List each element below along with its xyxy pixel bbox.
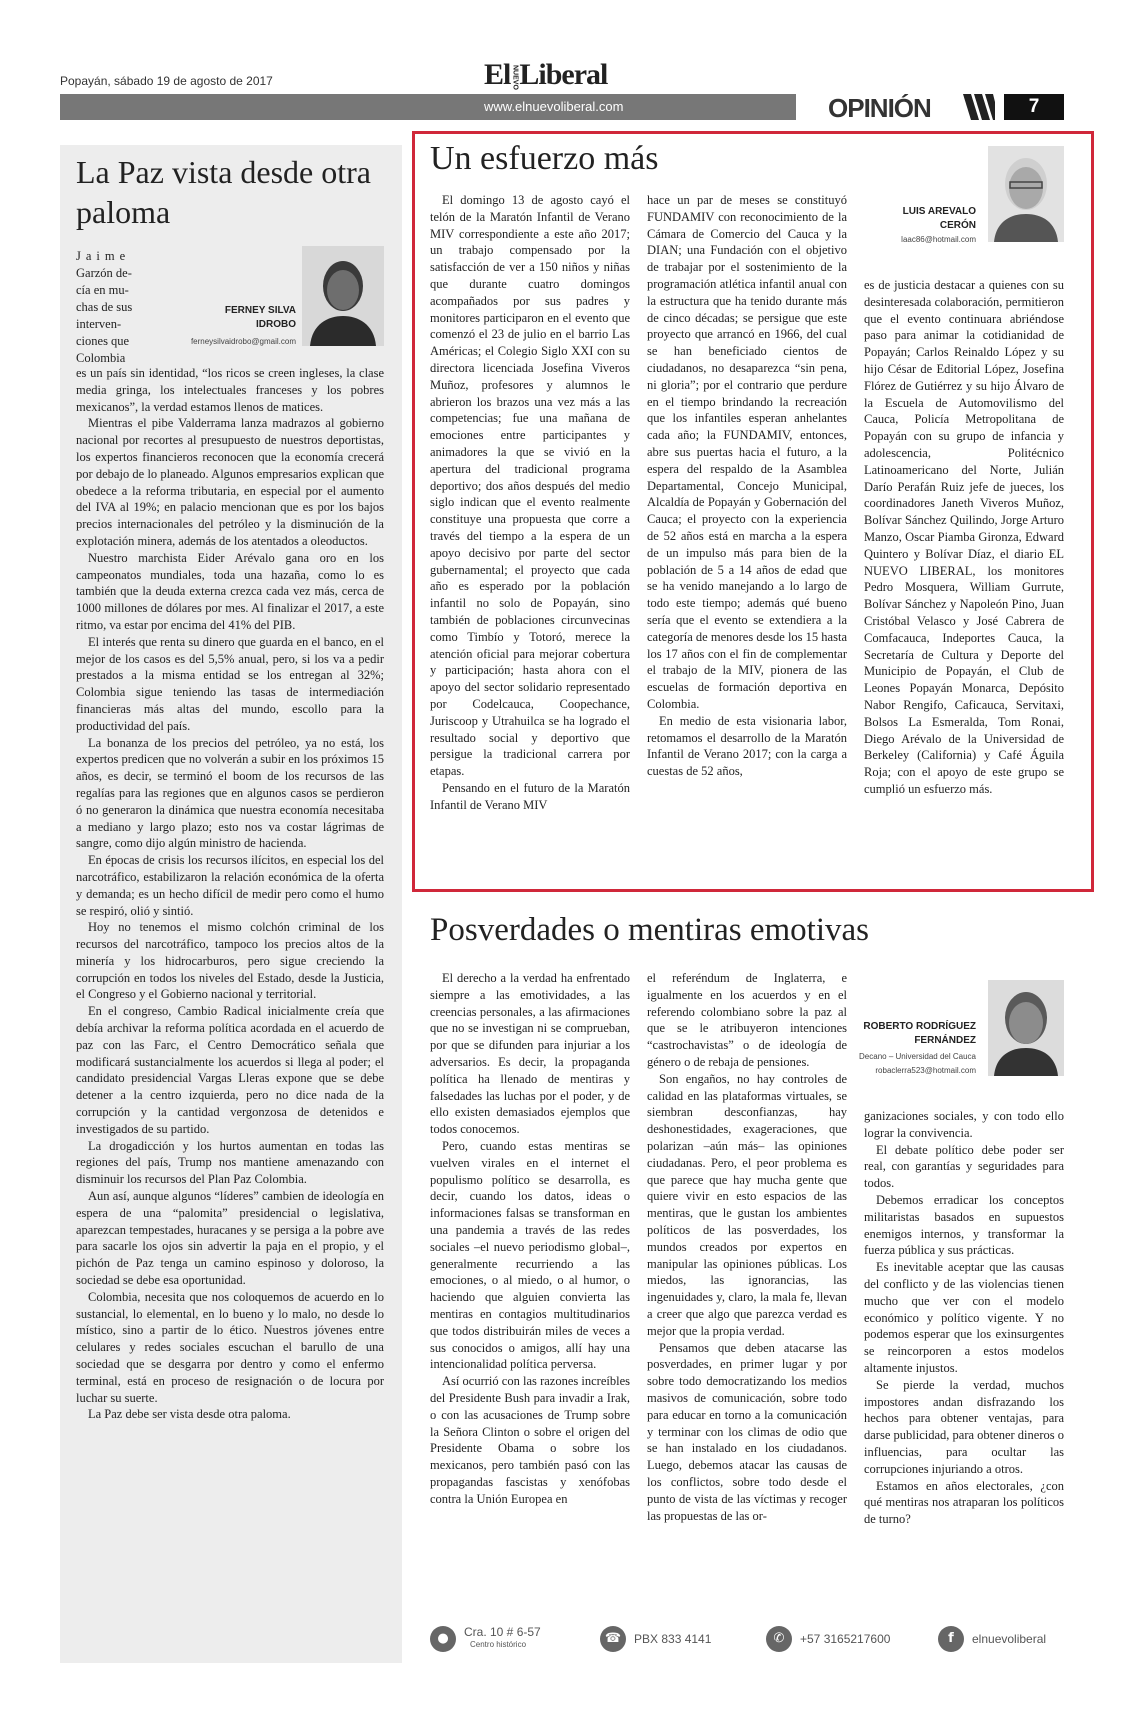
footer-phone[interactable]: PBX 833 4141 (634, 1632, 712, 1646)
paragraph: Estamos en años electorales, ¿con qué mentiras nos atraparan los políticos de turno? (864, 1478, 1064, 1527)
second-article-affiliation (836, 1050, 976, 1078)
paragraph: Hoy no tenemos el mismo colchón criminal de los recursos del narcotráfico, tampoco los precios altos de la minería y los hidrocarburos, pero sigue creciendo la corrupción en todos los niveles del Estado, desde la Justicia, el Congreso y el Gobierno nacional y territorial. (76, 920, 384, 1002)
box-article-column-3 (864, 277, 1064, 798)
footer-facebook[interactable]: elnuevoliberal (972, 1632, 1047, 1646)
paragraph: Es inevitable aceptar que las causas del conflicto y de las violencias tienen mucho que ver con el modelo económico y político vigente. Y no podemos esperar que los exinsurgentes se reincorporen a estos modelos altamente injustos. (864, 1260, 1064, 1375)
paragraph: La Paz debe ser vista desde otra paloma. (88, 1407, 291, 1422)
paragraph: En épocas de crisis los recursos ilícitos, en especial los del narcotráfico, estabilizaron la relación económica de la oferta y demanda; es un hecho difícil de medir pero como el humo se respiró, olió y sintió. (76, 853, 384, 918)
paragraph: La drogadicción y los hurtos aumentan en todas las regiones del país, Trump nos mantiene amenazando con disminuir los recursos del Plan Paz Colombia. (76, 1138, 384, 1187)
paragraph: Debemos erradicar los conceptos militaristas basados en supuestos enemigos internos, y transformar la fuerza pública y sus prácticas. (864, 1192, 1064, 1258)
second-article-author: ROBERTO RODRÍGUEZ FERNÁNDEZ (863, 1021, 976, 1046)
paragraph: El interés que renta su dinero que guarda en el banco, en el mejor de los casos es del 5,5% anual, pero, si los va a pedir prestados a la misma entidad se los entregan al 32%; Colombia sigue teniendo las tasas de intermediación financieras más altas del mundo, escollo para la productividad del país. (76, 634, 384, 733)
paragraph: La bonanza de los precios del petróleo, ya no está, los expertos predicen que no volverán a subir en los próximos 15 años, es decir, se terminó el boom de los recursos de las regalías para las regiones que en algunos casos se perdieron ó no generaron la dinámica que nuestra economía necesitaba a mediano y largo plazo; esto nos va costar lágrimas de sangre, como dijo algún ministro de hacienda. (76, 735, 384, 851)
footer-address-sub: Centro histórico (470, 1640, 527, 1649)
footer-whatsapp[interactable]: +57 3165217600 (800, 1632, 891, 1646)
intro-line: Colombia (76, 351, 126, 365)
second-article-column-1 (430, 970, 630, 1508)
intro-line: interven- (76, 317, 122, 331)
location-pin-icon: ● (430, 1626, 456, 1652)
paragraph: el referéndum de Inglaterra, e igualmente en los acuerdos y en el referendo colombiano sobre la paz al que se le atribuyeron intenciones “castrochavistas” o de ideología de género o de rebaja de pensiones. (647, 971, 847, 1069)
issue-date: Popayán, sábado 19 de agosto de 2017 (60, 74, 273, 88)
facebook-icon: f (938, 1626, 964, 1652)
logo-nuevo: NUEVO (511, 64, 519, 90)
paragraph: ganizaciones sociales, y con todo ello lograr la convivencia. (864, 1109, 1064, 1140)
website-url[interactable]: www.elnuevoliberal.com (484, 99, 624, 114)
box-article-title: Un esfuerzo más (430, 140, 659, 177)
author-photo (988, 146, 1064, 242)
paragraph: Pero, cuando estas mentiras se vuelven virales en el internet el populismo político se desarrolla, es decir, cuando los datos, ideas o informaciones falsas se transforman en una pandemia a través de las redes sociales –el nuevo periodismo global–, generalmente recurriendo a las emociones, o al miedo, o al humor, o haciendo que alguien convierta las mentiras en contagios multitudinarios que todos distribuirán miles de veces a sus conocidos o amigos, allí hay una intencionalidad política perversa. (430, 1138, 630, 1372)
paragraph: Pensamos que deben atacarse las posverdades, en primer lugar y por sobre todo democratizando los medios masivos de comunicación, sobre todo para educar en torno a la comunicación y terminar con los climas de odio que se han instalado en los ciudadanos. Luego, debemos atacar las causas de los conflictos, sobre todo desde el punto de vista de las víctimas y recoger las propuestas de las or- (647, 1340, 847, 1523)
left-article-body (76, 365, 384, 1423)
paragraph: hace un par de meses se constituyó FUNDAMIV con reconocimiento de la Cámara de Comercio del Cauca y la DIAN; una Fundación con el objetivo de trabajar por el sostenimiento de la programación atlética infantil anual con la estructura que ha tenido durante más de cinco décadas; se persigue que este proyecto que arrancó en 1966, del cual se han beneficiado cientos de ciudadanos, no desaparezca “sin pena, ni gloria”; por el contrario que perdure en el tiempo brindando la recreación que los infantiles esperan anhelantes cada año; la FUNDAMIV, entonces, abre sus puertas hacia el futuro, a la espera del respaldo de la Asamblea Departamental, Concejo Municipal, Alcaldía de Popayán y Gobernación del Cauca; el proyecto con la experiencia de 52 años está en marcha a la espera de un impulso más para bien de la población de 5 a 14 años de edad que se ha venido manejando a lo largo de todo este tiempo; además qué bueno sería que el evento se extendiera a la categoría de menores desde los 15 hasta los 17 años con el fin de complementar el trabajo de la MIV, pionera de las escuelas de formación deportiva en Colombia. (647, 193, 847, 711)
box-article-author: LUIS AREVALO CERÓN (902, 206, 976, 231)
left-article-author: FERNEY SILVA IDROBO (224, 305, 296, 330)
section-stripes-icon (963, 94, 995, 120)
intro-line: Jaime (76, 249, 131, 263)
author-affiliation: Decano – Universidad del Cauca (859, 1052, 976, 1061)
phone-icon: ☎ (600, 1626, 626, 1652)
paragraph: El domingo 13 de agosto cayó el telón de la Maratón Infantil de Verano MIV correspondiente a este año 2017; un trabajo compensado por la satisfacción de ver a 150 niños y niñas que durante cuatro domingos acompañados por sus padres y monitores participaron en el evento que comenzó el 23 de julio en el barrio Las Américas; el Colegio Siglo XXI con su directora licenciada Josefina Viveros Muñoz, profesores y alumnos le abrieron los brazos una vez más a las competencias; fue una mañana de emociones entre participantes y animadores la que se vivió en la apertura del tradicional programa deportivo; dos años después del medio siglo indican que el evento realmente constituye una propuesta que corre a través del tiempo a la espera de un apoyo decisivo por parte del sector gubernamental; el proyecto que cada año es esperado por la población infantil no solo de Popayán, sino también de poblaciones circunvecinas como Timbío y Totoró, merece la atención oficial para mejorar cobertura y participación; hasta ahora con el apoyo del sector solidario representado por Codelcauca, Coopechance, Juriscoop y Utrahuilca se ha logrado el resultado social y deportivo que persigue la tradicional carrera por etapas. (430, 193, 630, 779)
page-number: 7 (1004, 94, 1064, 120)
box-article-email[interactable]: laac86@hotmail.com (901, 235, 976, 244)
contact-footer (430, 1620, 1070, 1662)
header-bar (60, 94, 796, 120)
paragraph: Se pierde la verdad, muchos impostores andan disfrazando los hechos para obtener ventajas, para darse publicidad, para obtener dineros o influencias, para ocultar las corrupciones injuriando a otros. (864, 1377, 1064, 1476)
paragraph: Colombia, necesita que nos coloquemos de acuerdo en lo sustancial, lo elemental, en lo bueno y lo malo, no desde lo místico, sino a partir de lo ético. Nuestros jóvenes entre celulares y redes sociales escuchan el barullo de una sociedad que se desgarra por dentro y como el enfermo terminal, está en proceso de resignación o de locura por luchar su suerte. (76, 1289, 384, 1405)
left-article-title: La Paz vista desde otra paloma (76, 154, 371, 230)
paragraph: Pensando en el futuro de la Maratón Infantil de Verano MIV (430, 780, 630, 812)
author-photo (302, 246, 384, 346)
left-article-intro (76, 248, 166, 367)
left-article-email[interactable]: ferneysilvaidrobo@gmail.com (190, 337, 296, 346)
author-photo (988, 980, 1064, 1076)
logo-el: El (484, 58, 511, 91)
paragraph: El derecho a la verdad ha enfrentado siempre a las emotividades, a las creencias personales, a las afirmaciones que no se investigan ni se comprueban, por que se difunden para injuriar a los adversarios. Es decir, la propaganda política ha llenado de mentiras y falsedades las luchas por el poder, y de ello existen demasiados ejemplos que todos conocemos. (430, 971, 630, 1137)
second-article-column-3 (864, 1108, 1064, 1528)
intro-line: ciones que (76, 334, 130, 348)
intro-line: Garzón de- (76, 266, 132, 280)
paragraph: En medio de esta visionaria labor, retomamos el desarrollo de la Maratón Infantil de Verano 2017; con la carga a cuestas de 52 años, (647, 713, 847, 779)
second-article-title: Posverdades o mentiras emotivas (430, 912, 869, 948)
paragraph: es de justicia destacar a quienes con su desinteresada colaboración, permitieron que el evento continuara abriéndose paso para animar la cotidianidad de Popayán; Carlos Reinaldo López y su hijo César de Editorial López, Josefina Flórez de Gutiérrez y su hijo Álvaro de la Escuela de Automovilismo del Cauca, Policía Metropolitana de Popayán con su grupo de infancia y adolescencia, Politécnico Latinoamericano del Norte, Julián Darío Perafán Ruiz jefe de jueces, los coordinadores Janeth Viveros Muñoz, Bolívar Sánchez Quilindo, Jorge Arturo Manzo, Oscar Piamba Gironza, Edward Quintero y Bolívar Díaz, el diario EL NUEVO LIBERAL, los monitores Pedro Mosquera, William Gurrute, Bolívar Sánchez y Napoleón Pino, Juan Cristóbal Velasco y José Cabrera de Comfacauca, Indeportes Cauca, la Secretaría de Cultura y Deporte del Municipio de Popayán, el Club de Leones Popayán Monarca, Depósito Nabor Rengifo, Caficauca, Servitaxi, Bolsos La Esmeralda, Tom Ronai, Diego Arévalo de la Universidad de Berkeley (California) y Café Águila Roja; con el apoyo de este grupo se cumplió un esfuerzo más. (864, 278, 1064, 796)
paragraph: Son engaños, no hay controles de calidad en las plataformas virtuales, se siembran desconfianzas, hay deshonestidades, exageraciones, que polarizan –aún más– las opiniones ciudadanas. Pero, el peor problema es que parece que hay mucha gente que quiere vivir en esto espacios de las mentiras, que le gustan los ambientes políticos de las posverdades, los mundos creados por expertos en manipular las opiniones públicas. Los miedos, las ignorancias, las ingenuidades y, claro, la mala fe, llevan a creer que algo que parezca verdad es mejor que la propia verdad. (647, 1071, 847, 1338)
intro-line: cía en mu- (76, 283, 129, 297)
second-article-column-2 (647, 970, 847, 1524)
whatsapp-icon: ✆ (766, 1626, 792, 1652)
paragraph: Así ocurrió con las razones increíbles del Presidente Bush para invadir a Irak, o con las acusaciones de Trump sobre la Señora Clinton o sobre el origen del Presidente Obama o sobre los mexicanos, pero también pasó con las propagandas fascistas y xenófobas contra la Unión Europea en (430, 1374, 630, 1506)
box-article-column-2 (647, 192, 847, 780)
paragraph: Mientras el pibe Valderrama lanza madrazos al gobierno nacional por recortes al presupuesto de nuestros deportistas, los expertos financieros reconocen que la economía crecerá por debajo de lo planeado. Algunos empresarios explican que obedece a la reforma tributaria, en especial por el aumento del IVA al 19%; en palacio mencionan que es por los bajos precios internacionales del petróleo y la disminución de la explotación minera, además de los atentados a oleoductos. (76, 416, 384, 548)
paragraph: El debate político debe poder ser real, con garantías y seguridades para todos. (864, 1142, 1064, 1191)
box-article-column-1 (430, 192, 630, 813)
paragraph: Nuestro marchista Eider Arévalo gana oro en los campeonatos mundiales, toda una hazaña, como lo es también que la deuda externa crezca cada vez más, cerca de 1000 millones de dólares por mes. Al finalizar el 2017, a este ritmo, va estar por encima del 41% del PIB. (76, 550, 384, 632)
footer-address: Cra. 10 # 6-57 (464, 1625, 541, 1639)
logo-liberal: Liberal (519, 58, 608, 91)
intro-line: chas de sus (76, 300, 133, 314)
paragraph: Aun así, aunque algunos “líderes” cambien de ideología en espera de una “palomita” presidencial o legislativa, aparezcan tempestades, huracanes y se persiga a la pobre ave para sacarle los ojos sin advertir la paja en el propio, y el pichón de Paz tenga un camino espinoso y doloroso, la sociedad se debe esa oportunidad. (76, 1189, 384, 1288)
section-title: OPINIÓN (828, 93, 931, 123)
paragraph: En el congreso, Cambio Radical inicialmente creía que debía archivar la reforma política acordada en el acuerdo de paz con las Farc, el Centro Democrático señala que modificará sustancialmente los acuerdos si llega al poder; el candidato presidencial Vargas Lleras expone que se debe detener a la centro izquierda, pero no dice nada de la corrupción y la cantidad vergonzosa de detenidos e investigados de su partido. (76, 1004, 384, 1136)
paragraph: es un país sin identidad, “los ricos se creen ingleses, la clase media gringa, los intelectuales franceses y los pobres mexicanos”, la verdad estamos llenos de matices. (76, 366, 384, 414)
author-email[interactable]: robaclerra523@hotmail.com (875, 1066, 976, 1075)
newspaper-logo[interactable] (484, 58, 607, 92)
